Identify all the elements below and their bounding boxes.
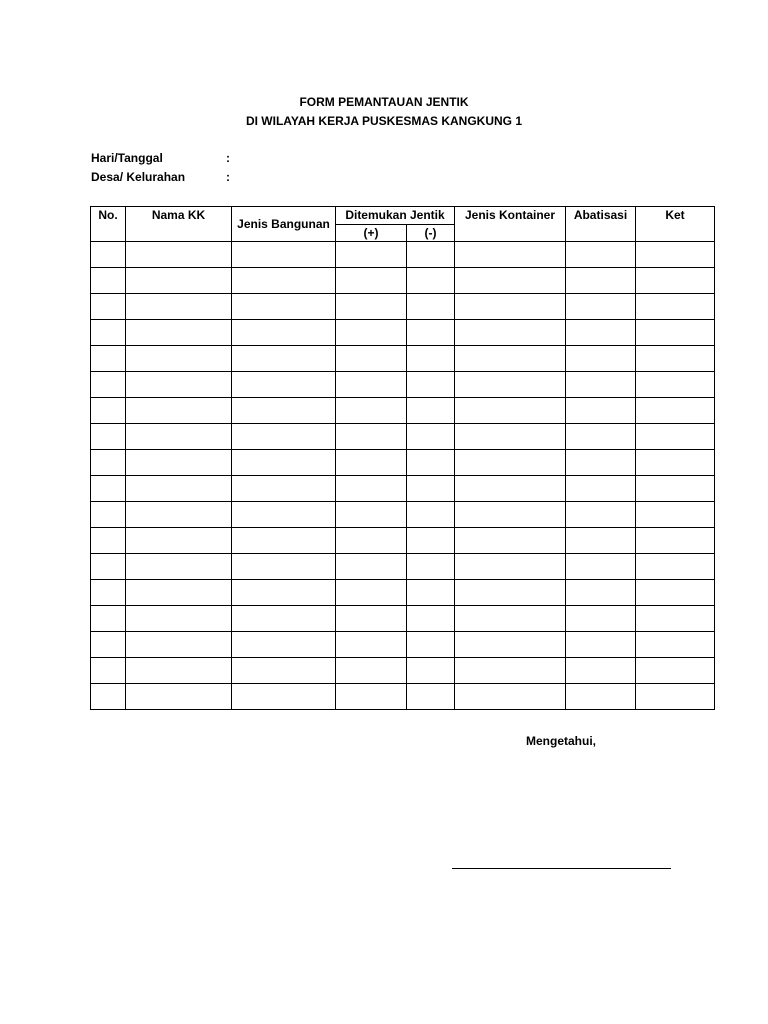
cell-jenis-kontainer[interactable] xyxy=(455,320,566,346)
cell-nama-kk[interactable] xyxy=(126,450,232,476)
cell-jenis-kontainer[interactable] xyxy=(455,424,566,450)
cell-jenis-kontainer[interactable] xyxy=(455,684,566,710)
cell-nama-kk[interactable] xyxy=(126,476,232,502)
cell-jentik-positive[interactable] xyxy=(336,372,407,398)
cell-no[interactable] xyxy=(91,528,126,554)
cell-abatisasi[interactable] xyxy=(566,502,636,528)
monitoring-table xyxy=(90,206,715,710)
cell-abatisasi[interactable] xyxy=(566,476,636,502)
cell-abatisasi[interactable] xyxy=(566,294,636,320)
table-row xyxy=(91,424,715,450)
cell-jentik-positive[interactable] xyxy=(336,606,407,632)
cell-jenis-kontainer[interactable] xyxy=(455,346,566,372)
mengetahui-label: Mengetahui, xyxy=(526,734,597,748)
cell-jenis-bangunan[interactable] xyxy=(232,528,336,554)
header-abatisasi: Abatisasi xyxy=(566,207,636,242)
cell-nama-kk[interactable] xyxy=(126,372,232,398)
cell-jentik-positive[interactable] xyxy=(336,320,407,346)
cell-jenis-bangunan[interactable] xyxy=(232,346,336,372)
cell-no[interactable] xyxy=(91,632,126,658)
cell-jentik-negative[interactable] xyxy=(407,502,455,528)
cell-jenis-bangunan[interactable] xyxy=(232,658,336,684)
cell-jentik-positive[interactable] xyxy=(336,580,407,606)
cell-no[interactable] xyxy=(91,684,126,710)
cell-nama-kk[interactable] xyxy=(126,502,232,528)
cell-no[interactable] xyxy=(91,554,126,580)
cell-abatisasi[interactable] xyxy=(566,632,636,658)
cell-nama-kk[interactable] xyxy=(126,658,232,684)
cell-abatisasi[interactable] xyxy=(566,424,636,450)
cell-nama-kk[interactable] xyxy=(126,554,232,580)
cell-no[interactable] xyxy=(91,450,126,476)
cell-jenis-bangunan[interactable] xyxy=(232,580,336,606)
cell-jentik-positive[interactable] xyxy=(336,658,407,684)
cell-no[interactable] xyxy=(91,502,126,528)
table-row xyxy=(91,502,715,528)
cell-ket[interactable] xyxy=(636,658,715,684)
cell-jentik-positive[interactable] xyxy=(336,684,407,710)
cell-no[interactable] xyxy=(91,424,126,450)
cell-nama-kk[interactable] xyxy=(126,268,232,294)
cell-jentik-positive[interactable] xyxy=(336,346,407,372)
cell-no[interactable] xyxy=(91,242,126,268)
cell-jentik-negative[interactable] xyxy=(407,424,455,450)
cell-nama-kk[interactable] xyxy=(126,398,232,424)
cell-abatisasi[interactable] xyxy=(566,580,636,606)
cell-abatisasi[interactable] xyxy=(566,658,636,684)
cell-jentik-positive[interactable] xyxy=(336,528,407,554)
cell-jenis-bangunan[interactable] xyxy=(232,294,336,320)
cell-jenis-bangunan[interactable] xyxy=(232,242,336,268)
cell-jenis-kontainer[interactable] xyxy=(455,372,566,398)
cell-jenis-kontainer[interactable] xyxy=(455,398,566,424)
cell-abatisasi[interactable] xyxy=(566,606,636,632)
cell-nama-kk[interactable] xyxy=(126,294,232,320)
cell-jenis-kontainer[interactable] xyxy=(455,268,566,294)
cell-jenis-kontainer[interactable] xyxy=(455,606,566,632)
cell-abatisasi[interactable] xyxy=(566,450,636,476)
form-subtitle: DI WILAYAH KERJA PUSKESMAS KANGKUNG 1 xyxy=(245,114,523,128)
table-row xyxy=(91,294,715,320)
cell-jenis-kontainer[interactable] xyxy=(455,580,566,606)
header-no: No. xyxy=(91,207,126,242)
cell-jenis-bangunan[interactable] xyxy=(232,606,336,632)
cell-abatisasi[interactable] xyxy=(566,346,636,372)
cell-ket[interactable] xyxy=(636,476,715,502)
cell-jentik-positive[interactable] xyxy=(336,398,407,424)
cell-jentik-negative[interactable] xyxy=(407,294,455,320)
cell-ket[interactable] xyxy=(636,268,715,294)
cell-ket[interactable] xyxy=(636,346,715,372)
cell-ket[interactable] xyxy=(636,242,715,268)
cell-abatisasi[interactable] xyxy=(566,372,636,398)
table-body xyxy=(91,242,715,710)
cell-abatisasi[interactable] xyxy=(566,320,636,346)
cell-ket[interactable] xyxy=(636,632,715,658)
cell-no[interactable] xyxy=(91,658,126,684)
cell-jenis-kontainer[interactable] xyxy=(455,658,566,684)
cell-ket[interactable] xyxy=(636,554,715,580)
cell-jenis-bangunan[interactable] xyxy=(232,372,336,398)
cell-no[interactable] xyxy=(91,294,126,320)
cell-no[interactable] xyxy=(91,580,126,606)
hari-tanggal-label: Hari/Tanggal xyxy=(91,151,163,165)
cell-ket[interactable] xyxy=(636,502,715,528)
cell-jenis-bangunan[interactable] xyxy=(232,684,336,710)
cell-jentik-negative[interactable] xyxy=(407,684,455,710)
cell-nama-kk[interactable] xyxy=(126,346,232,372)
header-jentik-negative: (-) xyxy=(407,225,455,242)
table-row xyxy=(91,268,715,294)
cell-nama-kk[interactable] xyxy=(126,580,232,606)
cell-no[interactable] xyxy=(91,606,126,632)
cell-ket[interactable] xyxy=(636,424,715,450)
hari-tanggal-separator: : xyxy=(226,151,230,165)
cell-jentik-positive[interactable] xyxy=(336,294,407,320)
cell-jentik-negative[interactable] xyxy=(407,268,455,294)
cell-jentik-positive[interactable] xyxy=(336,424,407,450)
table-row xyxy=(91,450,715,476)
cell-abatisasi[interactable] xyxy=(566,268,636,294)
cell-jentik-positive[interactable] xyxy=(336,554,407,580)
cell-jentik-negative[interactable] xyxy=(407,580,455,606)
header-jenis-kontainer: Jenis Kontainer xyxy=(455,207,566,242)
cell-no[interactable] xyxy=(91,476,126,502)
cell-nama-kk[interactable] xyxy=(126,528,232,554)
cell-jentik-negative[interactable] xyxy=(407,346,455,372)
cell-jenis-bangunan[interactable] xyxy=(232,502,336,528)
table-row xyxy=(91,632,715,658)
cell-jentik-negative[interactable] xyxy=(407,658,455,684)
cell-jentik-negative[interactable] xyxy=(407,372,455,398)
table-row xyxy=(91,554,715,580)
cell-jentik-negative[interactable] xyxy=(407,606,455,632)
table-row xyxy=(91,684,715,710)
desa-kelurahan-label: Desa/ Kelurahan xyxy=(91,170,186,184)
cell-jentik-positive[interactable] xyxy=(336,242,407,268)
cell-ket[interactable] xyxy=(636,684,715,710)
cell-abatisasi[interactable] xyxy=(566,398,636,424)
cell-jentik-negative[interactable] xyxy=(407,450,455,476)
cell-abatisasi[interactable] xyxy=(566,684,636,710)
cell-jenis-kontainer[interactable] xyxy=(455,450,566,476)
table-row xyxy=(91,398,715,424)
cell-jentik-negative[interactable] xyxy=(407,554,455,580)
cell-jenis-bangunan[interactable] xyxy=(232,424,336,450)
cell-nama-kk[interactable] xyxy=(126,242,232,268)
cell-ket[interactable] xyxy=(636,294,715,320)
cell-jenis-kontainer[interactable] xyxy=(455,242,566,268)
table-row xyxy=(91,580,715,606)
header-ditemukan-jentik: Ditemukan Jentik xyxy=(336,207,455,225)
cell-ket[interactable] xyxy=(636,580,715,606)
header-ket: Ket xyxy=(636,207,715,242)
cell-jenis-bangunan[interactable] xyxy=(232,320,336,346)
cell-jentik-negative[interactable] xyxy=(407,476,455,502)
cell-jenis-bangunan[interactable] xyxy=(232,632,336,658)
cell-jentik-positive[interactable] xyxy=(336,450,407,476)
table-row xyxy=(91,476,715,502)
table-row xyxy=(91,372,715,398)
cell-abatisasi[interactable] xyxy=(566,554,636,580)
cell-jentik-negative[interactable] xyxy=(407,242,455,268)
cell-jentik-positive[interactable] xyxy=(336,632,407,658)
form-title: FORM PEMANTAUAN JENTIK xyxy=(299,95,469,109)
table-row xyxy=(91,346,715,372)
cell-ket[interactable] xyxy=(636,528,715,554)
cell-jentik-negative[interactable] xyxy=(407,320,455,346)
signature-line[interactable] xyxy=(452,868,671,869)
cell-jentik-positive[interactable] xyxy=(336,502,407,528)
cell-jentik-positive[interactable] xyxy=(336,268,407,294)
cell-ket[interactable] xyxy=(636,372,715,398)
cell-abatisasi[interactable] xyxy=(566,242,636,268)
cell-nama-kk[interactable] xyxy=(126,684,232,710)
cell-ket[interactable] xyxy=(636,450,715,476)
table-row xyxy=(91,528,715,554)
cell-jentik-negative[interactable] xyxy=(407,398,455,424)
cell-no[interactable] xyxy=(91,346,126,372)
cell-nama-kk[interactable] xyxy=(126,320,232,346)
header-jentik-positive: (+) xyxy=(336,225,407,242)
table-row xyxy=(91,320,715,346)
cell-jenis-kontainer[interactable] xyxy=(455,502,566,528)
cell-ket[interactable] xyxy=(636,320,715,346)
cell-jenis-kontainer[interactable] xyxy=(455,554,566,580)
cell-jenis-kontainer[interactable] xyxy=(455,528,566,554)
header-jenis-bangunan: Jenis Bangunan xyxy=(232,207,336,242)
cell-jentik-negative[interactable] xyxy=(407,528,455,554)
cell-abatisasi[interactable] xyxy=(566,528,636,554)
cell-no[interactable] xyxy=(91,268,126,294)
cell-nama-kk[interactable] xyxy=(126,424,232,450)
cell-jenis-kontainer[interactable] xyxy=(455,476,566,502)
cell-jenis-bangunan[interactable] xyxy=(232,476,336,502)
cell-no[interactable] xyxy=(91,372,126,398)
cell-ket[interactable] xyxy=(636,398,715,424)
cell-nama-kk[interactable] xyxy=(126,632,232,658)
cell-jentik-positive[interactable] xyxy=(336,476,407,502)
cell-jenis-bangunan[interactable] xyxy=(232,268,336,294)
header-nama-kk: Nama KK xyxy=(126,207,232,242)
cell-jenis-kontainer[interactable] xyxy=(455,632,566,658)
table-row xyxy=(91,606,715,632)
table-row xyxy=(91,242,715,268)
cell-jentik-negative[interactable] xyxy=(407,632,455,658)
cell-ket[interactable] xyxy=(636,606,715,632)
cell-jenis-kontainer[interactable] xyxy=(455,294,566,320)
desa-kelurahan-separator: : xyxy=(226,170,230,184)
cell-no[interactable] xyxy=(91,398,126,424)
cell-no[interactable] xyxy=(91,320,126,346)
cell-jenis-bangunan[interactable] xyxy=(232,398,336,424)
cell-jenis-bangunan[interactable] xyxy=(232,554,336,580)
cell-jenis-bangunan[interactable] xyxy=(232,450,336,476)
table-row xyxy=(91,658,715,684)
cell-nama-kk[interactable] xyxy=(126,606,232,632)
